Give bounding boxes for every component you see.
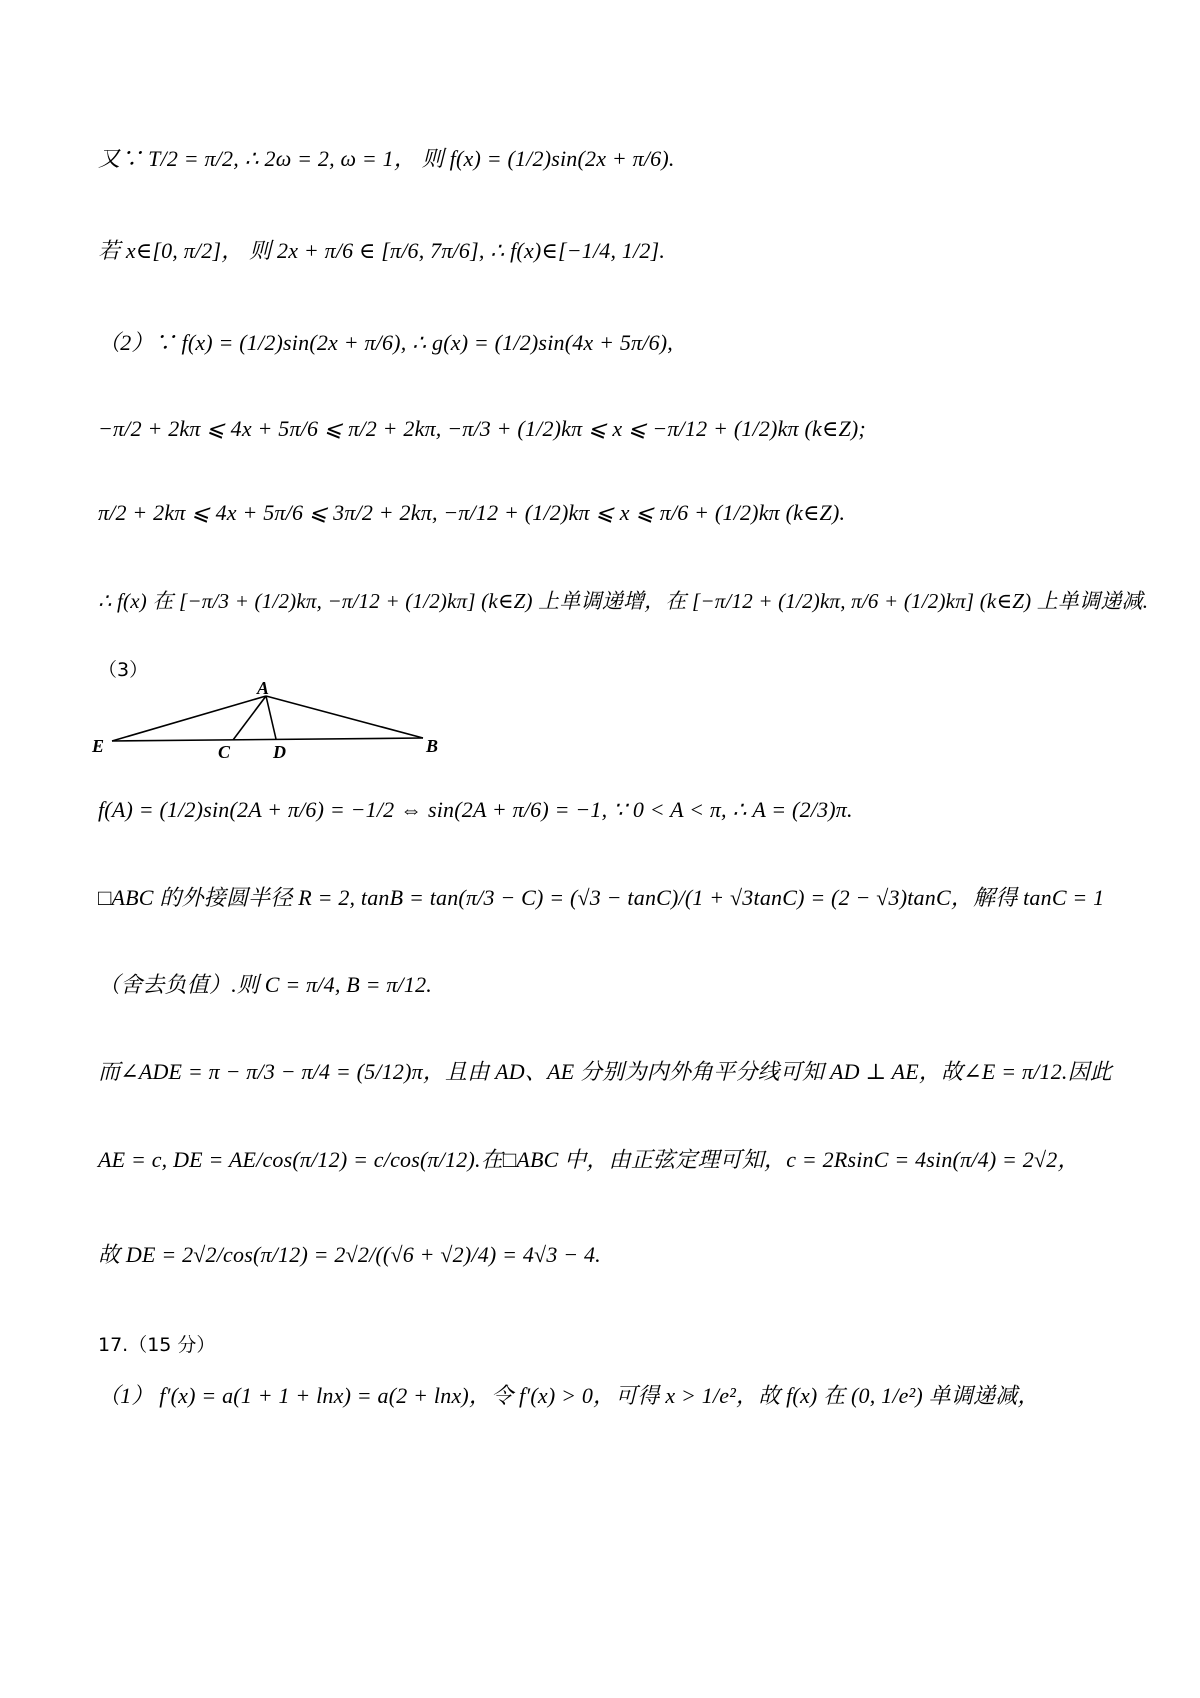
text-line-4: −π/2 + 2kπ ⩽ 4x + 5π/6 ⩽ π/2 + 2kπ, −π/3 + (1/2)kπ ⩽ x ⩽ −π/12 + (1/2)kπ (k∈Z); xyxy=(98,416,866,441)
triangle-diagram xyxy=(90,680,490,760)
text-line-10: 而∠ADE = π − π/3 − π/4 = (5/12)π，且由 AD、AE 分别为内外角平分线可知 AD ⊥ AE，故∠E = π/12.因此 xyxy=(98,1059,1113,1084)
text-line-3: （2）∵ f(x) = (1/2)sin(2x + π/6), ∴ g(x) = (1/2)sin(4x + 5π/6), xyxy=(98,330,674,355)
line-AD xyxy=(266,696,276,739)
question-17-header: 17.（15 分） xyxy=(98,1334,216,1356)
text-line-11: AE = c, DE = AE/cos(π/12) = c/cos(π/12).在□ABC 中，由正弦定理可知，c = 2RsinC = 4sin(π/4) = 2√2， xyxy=(98,1147,1080,1172)
line-AB xyxy=(266,696,423,738)
text-line-2: 若 x∈[0, π/2]， 则 2x + π/6 ∈ [π/6, 7π/6], ∴ f(x)∈[−1/4, 1/2]. xyxy=(98,238,666,263)
text-line-6: ∴ f(x) 在 [−π/3 + (1/2)kπ, −π/12 + (1/2)kπ] (k∈Z) 上单调递增，在 [−π/12 + (1/2)kπ, π/6 + (1/2)kπ] (k∈Z) 上单调递减. xyxy=(98,589,1149,613)
line-EA xyxy=(112,696,266,741)
text-line-12: 故 DE = 2√2/cos(π/12) = 2√2/((√6 + √2)/4) = 4√3 − 4. xyxy=(98,1242,601,1267)
text-line-1: 又∵ T/2 = π/2, ∴ 2ω = 2, ω = 1， 则 f(x) = (1/2)sin(2x + π/6). xyxy=(98,146,675,171)
point-label-E: E xyxy=(92,736,105,756)
text-line-8: □ABC 的外接圆半径 R = 2, tanB = tan(π/3 − C) = (√3 − tanC)/(1 + √3tanC) = (2 − √3)tanC，解得 tanC = 1 xyxy=(98,885,1105,910)
line-EB xyxy=(112,738,423,741)
part-3-label: （3） xyxy=(98,659,149,681)
text-line-9: （舍去负值）.则 C = π/4, B = π/12. xyxy=(98,972,432,997)
text-line-7: f(A) = (1/2)sin(2A + π/6) = −1/2 ⇔ sin(2A + π/6) = −1, ∵ 0 < A < π, ∴ A = (2/3)π. xyxy=(98,797,853,822)
point-label-B: B xyxy=(426,736,439,756)
text-line-5: π/2 + 2kπ ⩽ 4x + 5π/6 ⩽ 3π/2 + 2kπ, −π/12 + (1/2)kπ ⩽ x ⩽ π/6 + (1/2)kπ (k∈Z). xyxy=(98,500,846,525)
point-label-A: A xyxy=(257,680,270,698)
line-AC xyxy=(233,696,266,740)
point-label-C: C xyxy=(218,742,231,760)
point-label-D: D xyxy=(273,742,286,760)
question-17-line-1: （1） f′(x) = a(1 + 1 + lnx) = a(2 + lnx)，令 f′(x) > 0，可得 x > 1/e²，故 f(x) 在 (0, 1/e²) 单调递减， xyxy=(98,1383,1040,1408)
